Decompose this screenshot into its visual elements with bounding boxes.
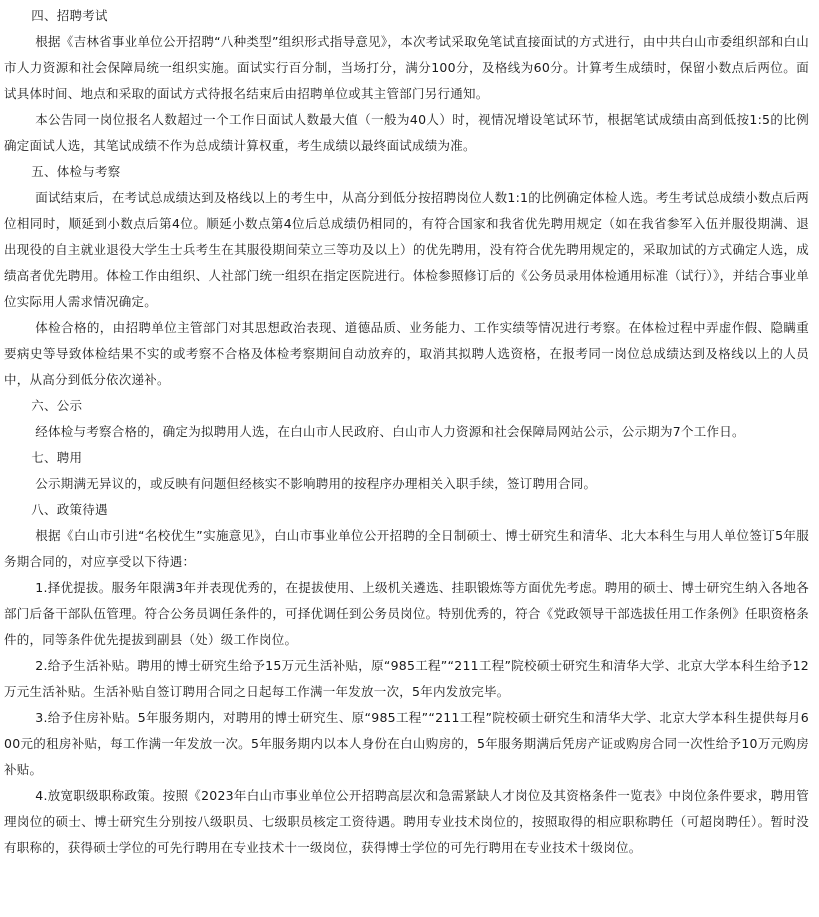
section-heading: 七、聘用 [31, 450, 83, 465]
paragraph: 公示期满无异议的，或反映有问题但经核实不影响聘用的按程序办理相关入职手续，签订聘用合同。 [35, 476, 597, 491]
paragraph: 4.放宽职级职称政策。按照《2023年白山市事业单位公开招聘高层次和急需紧缺人才岗位及其资格条件一览表》中岗位条件要求，聘用管理岗位的硕士、博士研究生分别按八级职员、七级职员核定工资待遇。聘用专业技术岗位的，按照取得的相应职称聘任（可超岗聘任）。暂时没有职称的，获得硕士学位的可先行聘用在专业技术十一级岗位，获得博士学位的可先行聘用在专业技术十级岗位。 [4, 788, 809, 855]
paragraph: 根据《吉林省事业单位公开招聘“八种类型”组织形式指导意见》，本次考试采取免笔试直接面试的方式进行，由中共白山市委组织部和白山市人力资源和社会保障局统一组织实施。面试实行百分制，当场打分，满分100分，及格线为60分。计算考生成绩时，保留小数点后两位。面试具体时间、地点和采取的面试方式待报名结束后由招聘单位或其主管部门另行通知。 [4, 34, 809, 101]
section-heading: 六、公示 [31, 398, 83, 413]
paragraph: 1.择优提拔。服务年限满3年并表现优秀的，在提拔使用、上级机关遴选、挂职锻炼等方面优先考虑。聘用的硕士、博士研究生纳入各地各部门后备干部队伍管理。符合公务员调任条件的，可择优调任到公务员岗位。特别优秀的，符合《党政领导干部选拔任用工作条例》任职资格条件的，同等条件优先提拔到副县（处）级工作岗位。 [4, 580, 809, 647]
paragraph: 经体检与考察合格的，确定为拟聘用人选，在白山市人民政府、白山市人力资源和社会保障局网站公示，公示期为7个工作日。 [35, 424, 745, 439]
section-heading: 八、政策待遇 [31, 502, 108, 517]
paragraph: 面试结束后，在考试总成绩达到及格线以上的考生中，从高分到低分按招聘岗位人数1:1的比例确定体检人选。考生考试总成绩小数点后两位相同时，顺延到小数点后第4位。顺延小数点第4位后总成绩仍相同的，有符合国家和我省优先聘用规定（如在我省参军入伍并服役期满、退出现役的自主就业退役大学生士兵考生在其服役期间荣立三等功及以上）的优先聘用，没有符合优先聘用规定的，采取加试的方式确定人选，成绩高者优先聘用。体检工作由组织、人社部门统一组织在指定医院进行。体检参照修订后的《公务员录用体检通用标准（试行）》，并结合事业单位实际用人需求情况确定。 [4, 190, 809, 309]
section-public-notice [0, 393, 809, 445]
paragraph: 本公告同一岗位报名人数超过一个工作日面试人数最大值（一般为40人）时，视情况增设笔试环节，根据笔试成绩由高到低按1:5的比例确定面试人选，其笔试成绩不作为总成绩计算权重，考生成绩以最终面试成绩为准。 [4, 112, 809, 153]
section-heading: 五、体检与考察 [31, 164, 121, 179]
section-heading: 四、招聘考试 [31, 8, 108, 23]
paragraph: 体检合格的，由招聘单位主管部门对其思想政治表现、道德品质、业务能力、工作实绩等情况进行考察。在体检过程中弄虚作假、隐瞒重要病史等导致体检结果不实的或考察不合格及体检考察期间自动放弃的，取消其拟聘人选资格，在报考同一岗位总成绩达到及格线以上的人员中，从高分到低分依次递补。 [4, 320, 809, 387]
section-recruitment-exam [0, 3, 809, 159]
paragraph: 3.给予住房补贴。5年服务期内，对聘用的博士研究生、原“985工程”“211工程”院校硕士研究生和清华大学、北京大学本科生提供每月600元的租房补贴，每工作满一年发放一次。5年服务期内以本人身份在白山购房的，5年服务期满后凭房产证或购房合同一次性给予10万元购房补贴。 [4, 710, 809, 777]
section-policy-benefits [0, 497, 809, 861]
section-employment [0, 445, 809, 497]
paragraph: 2.给予生活补贴。聘用的博士研究生给予15万元生活补贴，原“985工程”“211工程”院校硕士研究生和清华大学、北京大学本科生给予12万元生活补贴。生活补贴自签订聘用合同之日起每工作满一年发放一次，5年内发放完毕。 [4, 658, 809, 699]
section-physical-exam-and-inspection [0, 159, 809, 393]
paragraph: 根据《白山市引进“名校优生”实施意见》，白山市事业单位公开招聘的全日制硕士、博士研究生和清华、北大本科生与用人单位签订5年服务期合同的，对应享受以下待遇： [4, 528, 809, 569]
